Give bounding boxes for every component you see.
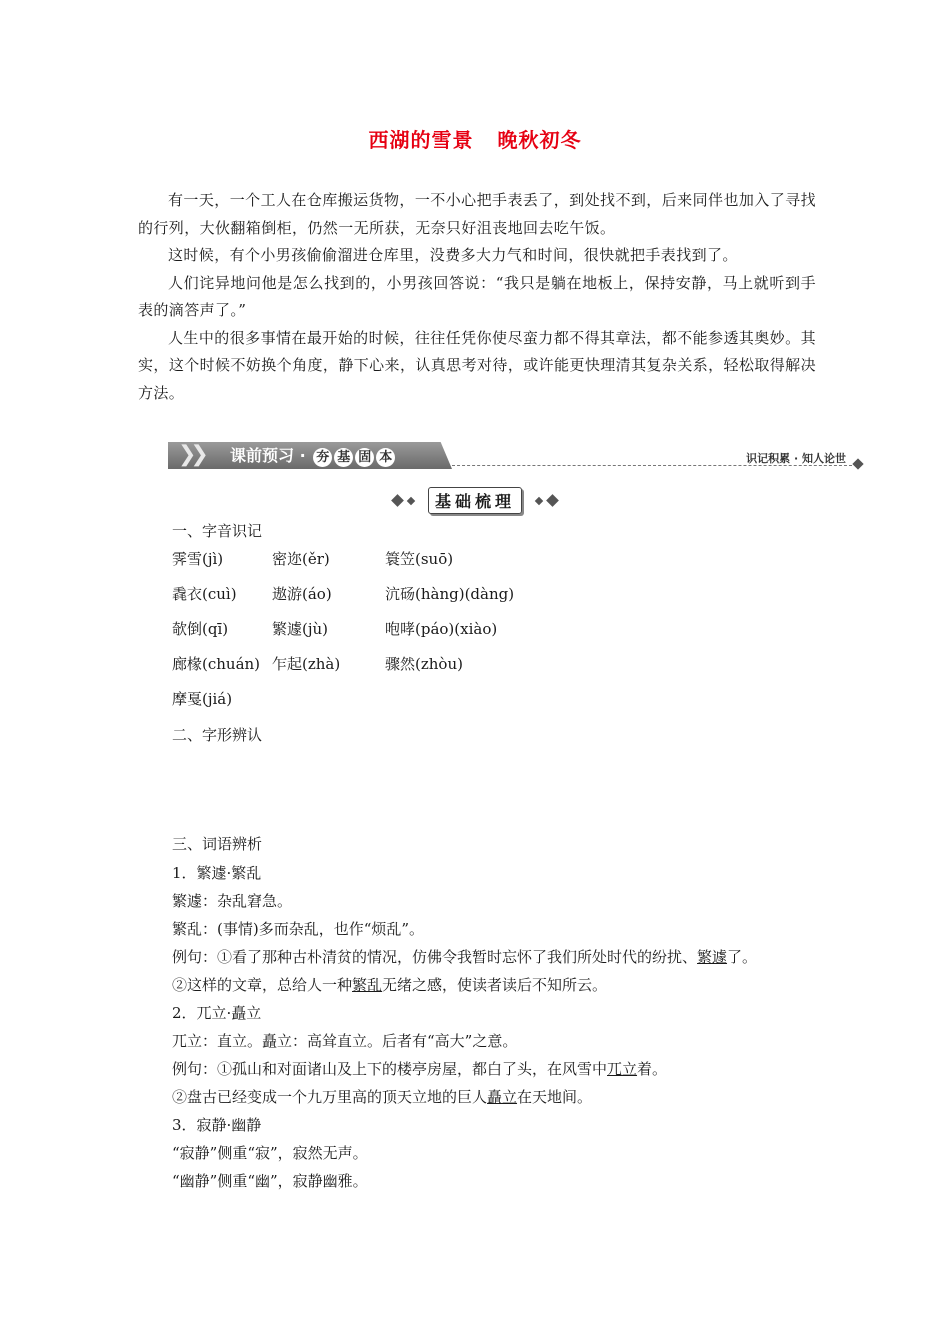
section-heading-pronunciation: 一、字音识记 bbox=[172, 522, 263, 540]
pronunciation-item: 乍起(zhà) bbox=[272, 655, 341, 673]
subsection-heading bbox=[0, 487, 950, 514]
pronunciation-row bbox=[172, 583, 672, 618]
banner-subtitle: 识记积累 · 知人论世 bbox=[746, 452, 846, 465]
example-sentence bbox=[172, 1083, 832, 1111]
word-analysis bbox=[172, 859, 832, 1195]
pronunciation-row bbox=[172, 688, 672, 723]
pronunciation-item: 簑笠(suō) bbox=[385, 550, 454, 568]
pronunciation-item: 欹倒(qī) bbox=[172, 620, 229, 638]
section-banner bbox=[168, 442, 868, 470]
title-part-1: 西湖的雪景 bbox=[368, 128, 474, 152]
section-heading-words: 三、词语辨析 bbox=[172, 835, 263, 853]
example-sentence bbox=[172, 1055, 832, 1083]
example-sentence bbox=[172, 943, 832, 971]
intro-paragraph: 人生中的很多事情在最开始的时候，往往任凭你使尽蛮力都不得其章法，都不能参透其奥妙。其实，这个时候不妨换个角度，静下心来，认真思考对待，或许能更快理清其复杂关系，轻松取得解决方法。 bbox=[138, 328, 816, 402]
intro-paragraph: 有一天，一个工人在仓库搬运货物，一不小心把手表丢了，到处找不到，后来同伴也加入了寻找的行列，大伙翻箱倒柜，仍然一无所获，无奈只好沮丧地回去吃午饭。 bbox=[138, 191, 816, 237]
example-text: ②盘古已经变成一个九万里高的顶天立地的巨人 bbox=[172, 1088, 488, 1106]
diamond-icon bbox=[407, 496, 415, 504]
diamond-icon bbox=[852, 458, 863, 469]
example-text: 例句：①孤山和对面诸山及上下的楼亭房屋，都白了头，在风雪中 bbox=[172, 1060, 608, 1078]
diamond-icon bbox=[391, 494, 404, 507]
word-pair-heading: 1．繁遽·繁乱 bbox=[172, 864, 262, 882]
definition: “幽静”侧重“幽”，寂静幽雅。 bbox=[172, 1172, 368, 1190]
definition: 兀立：直立。矗立：高耸直立。后者有“高大”之意。 bbox=[172, 1032, 518, 1050]
underlined-word: 繁乱 bbox=[352, 976, 383, 994]
example-text: 在天地间。 bbox=[517, 1088, 593, 1106]
underlined-word: 繁遽 bbox=[697, 948, 728, 966]
banner-chip: 固 bbox=[355, 448, 374, 467]
underlined-word: 兀立 bbox=[607, 1060, 638, 1078]
definition: 繁乱：(事情)多而杂乱，也作“烦乱”。 bbox=[172, 920, 425, 938]
pronunciation-item: 咆哮(páo)(xiào) bbox=[385, 620, 498, 638]
intro-paragraph: 这时候，有个小男孩偷偷溜进仓库里，没费多大力气和时间，很快就把手表找到了。 bbox=[168, 246, 738, 264]
banner-label: 课前预习 bbox=[230, 446, 295, 465]
pronunciation-row bbox=[172, 653, 672, 688]
banner-chip: 本 bbox=[376, 448, 395, 467]
example-text: 着。 bbox=[637, 1060, 668, 1078]
definition: “寂静”侧重“寂”，寂然无声。 bbox=[172, 1144, 368, 1162]
intro-paragraph: 人们诧异地问他是怎么找到的，小男孩回答说：“我只是躺在地板上，保持安静，马上就听到手表的滴答声了。” bbox=[138, 273, 816, 319]
intro-story bbox=[138, 187, 816, 407]
example-text: ②这样的文章，总给人一种 bbox=[172, 976, 353, 994]
banner-dot: · bbox=[299, 446, 306, 465]
example-sentence bbox=[172, 971, 832, 999]
pronunciation-item: 繁遽(jù) bbox=[272, 620, 329, 638]
banner-title bbox=[230, 445, 395, 467]
double-chevron-icon: ❯❯ bbox=[178, 442, 203, 467]
definition: 繁遽：杂乱窘急。 bbox=[172, 892, 293, 910]
pronunciation-item: 霁雪(jì) bbox=[172, 550, 224, 568]
pronunciation-item: 毳衣(cuì) bbox=[172, 585, 237, 603]
word-pair-heading: 3．寂静·幽静 bbox=[172, 1116, 262, 1134]
document-title bbox=[0, 124, 950, 153]
pronunciation-item: 沆砀(hàng)(dàng) bbox=[385, 585, 515, 603]
banner-chip: 夯 bbox=[313, 448, 332, 467]
pronunciation-row bbox=[172, 618, 672, 653]
title-part-2: 晚秋初冬 bbox=[497, 128, 582, 152]
pronunciation-row bbox=[172, 548, 672, 583]
example-text: 例句：①看了那种古朴清贫的情况，仿佛令我暂时忘怀了我们所处时代的纷扰、 bbox=[172, 948, 698, 966]
pronunciation-item: 密迩(ěr) bbox=[272, 550, 330, 568]
pronunciation-grid bbox=[172, 548, 672, 723]
section-heading-glyphs: 二、字形辨认 bbox=[172, 726, 263, 744]
pronunciation-item: 摩戛(jiá) bbox=[172, 690, 233, 708]
pronunciation-item: 骤然(zhòu) bbox=[385, 655, 463, 673]
subsection-title: 基础梳理 bbox=[428, 487, 522, 514]
pronunciation-item: 遨游(áo) bbox=[272, 585, 332, 603]
underlined-word: 矗立 bbox=[487, 1088, 518, 1106]
pronunciation-item: 廊椽(chuán) bbox=[172, 655, 261, 673]
word-pair-heading: 2．兀立·矗立 bbox=[172, 1004, 262, 1022]
banner-chip: 基 bbox=[334, 448, 353, 467]
diamond-icon bbox=[535, 496, 543, 504]
example-text: 无绪之感，使读者读后不知所云。 bbox=[382, 976, 608, 994]
example-text: 了。 bbox=[727, 948, 758, 966]
diamond-icon bbox=[546, 494, 559, 507]
